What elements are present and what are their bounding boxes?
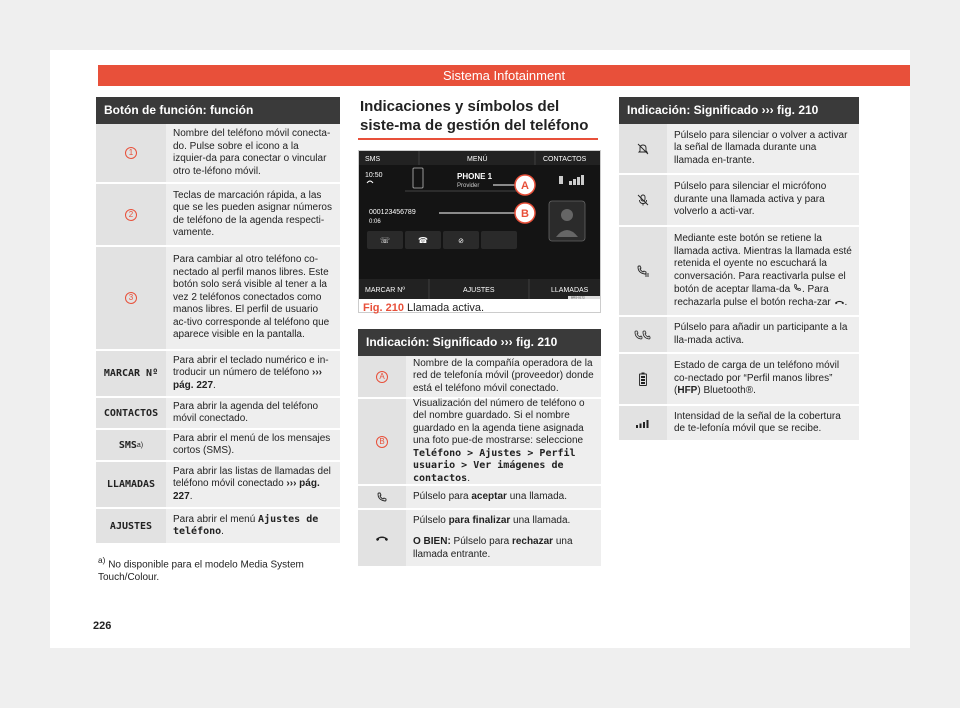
call-icon [793,283,802,297]
chapter-header: Sistema Infotainment [98,65,910,86]
section-title: Indicaciones y símbolos del siste-ma de gestión del teléfono [360,98,589,134]
figure-code: BRS-0172 [571,295,585,299]
table-row [96,462,340,509]
key-sms: SMS a) [96,430,166,460]
page-number: 226 [93,620,112,632]
icon-table-column [619,97,859,442]
row-description: Nombre de la compañía operadora de la red de telefonía móvil (proveedor) donde está el teléfono móvil conectado. [406,356,601,397]
table-row [358,356,601,399]
callout-3: 3 [125,292,137,304]
screen-llamadas-label: LLAMADAS [551,287,589,294]
screen-duration: 0:06 [369,219,381,225]
table-row [96,430,340,462]
title-underline [358,138,598,140]
row-description: Para abrir la agenda del teléfono móvil conectado. [166,398,340,428]
screen-marcar-label: MARCAR Nº [365,287,405,294]
table-row [619,406,859,442]
table-row [358,399,601,486]
svg-text:⊘: ⊘ [458,237,464,245]
row-description: Visualización del número de teléfono o del nombre guardado. Si el nombre guardado en la agenda tiene asignada una foto pue-de mostrarse: seleccione Teléfono > Ajustes > Perfil usuario > Ver imágenes de contactos. [406,399,601,484]
table-row [96,247,340,351]
callout-a: A [521,180,529,192]
table-row [96,184,340,247]
indication-table-heading: Indicación: Significado ››› fig. 210 [358,329,601,356]
footnote: $^{a)}$ No disponible para el modelo Media System Touch/Colour. [98,555,304,584]
battery-icon [639,372,647,386]
svg-text:☏: ☏ [379,236,391,245]
key-contactos: CONTACTOS [96,398,166,428]
row-description: Intensidad de la señal de la cobertura de te-lefonía móvil que se recibe. [667,406,859,440]
callout-b-key: B [376,436,388,448]
row-description: Para cambiar al otro teléfono co-nectado al perfil manos libres. Este botón solo será visible al tener a la vez 2 teléfonos conectados como manos libres. El perfil de usuario ac-tivo corresponde al teléfono que aparece visible en la pantalla. [166,247,340,349]
page-reference[interactable]: ››› pág. 227 [173,367,322,391]
table-row [619,227,859,317]
screen-illustration [359,151,600,299]
row-description: Estado de carga de un teléfono móvil co-nectado por “Perfil manos libres” (HFP) Bluetooth®. [667,354,859,404]
row-description: Teclas de marcación rápida, a las que se les pueden asignar números de teléfono de la agenda respecti-vamente. [166,184,340,245]
row-description: Para abrir el menú Ajustes de teléfono. [166,509,340,543]
add-participant-icon [634,329,652,341]
screen-provider: Provider [457,183,480,189]
table-row [619,124,859,175]
mic-off-icon [637,194,649,206]
screen-number: 000123456789 [369,209,416,216]
row-description: Mediante este botón se retiene la llamada activa. Mientras la llamada esté retenida el oyente no escuchará la conversación. Para reactivarla pulse el botón de aceptar llama-da . Para rechazarla pulse el botón recha-zar . [667,227,859,315]
screen-time: 10:50 [365,172,383,179]
section-column [358,97,601,568]
table-row [619,317,859,354]
row-description: Púlselo para añadir un participante a la lla-mada activa. [667,317,859,352]
row-description: Púlselo para silenciar el micrófono durante una llamada activa y para volverlo a acti-var. [667,175,859,225]
screen-phone-name: PHONE 1 [457,172,493,181]
infotainment-screen [359,151,600,299]
key-ajustes: AJUSTES [96,509,166,543]
row-description: Para abrir el teclado numérico e in-troducir un número de teléfono ››› pág. 227. [166,351,340,396]
hangup-icon [375,534,389,542]
table-row [96,351,340,398]
table-row [358,486,601,510]
table-row [358,510,601,568]
key-llamadas: LLAMADAS [96,462,166,507]
row-description: Nombre del teléfono móvil conecta-do. Pulse sobre el icono a la izquier-da para conectar o vincular otro te-léfono móvil. [166,124,340,182]
page-reference[interactable]: ››› pág. 227 [173,478,320,502]
icon-table-heading: Indicación: Significado ››› fig. 210 [619,97,859,124]
callout-2: 2 [125,209,137,221]
row-description: Para abrir las listas de llamadas del teléfono móvil conectado ››› pág. 227. [166,462,340,507]
row-description: Púlselo para silenciar o volver a activar la señal de llamada durante una llamada en-trante. [667,124,859,173]
call-icon [376,491,388,503]
call-hold-icon [636,264,650,278]
screen-ajustes-label: AJUSTES [463,287,495,294]
table-row [96,509,340,545]
screen-menu-label: MENÚ [467,156,488,163]
callout-b: B [521,208,529,220]
callout-a-key: A [376,371,388,383]
key-marcar: MARCAR Nº [96,351,166,396]
row-description: Para abrir el menú de los mensajes cortos (SMS). [166,430,340,460]
signal-icon [635,418,651,428]
table-row [96,124,340,184]
figure-active-call [358,150,601,313]
figure-caption: Fig. 210 Llamada activa. [363,302,485,314]
screen-contactos-label: CONTACTOS [543,156,587,163]
table-row [619,354,859,406]
row-description: Púlselo para aceptar una llamada. [406,486,601,508]
svg-text:☎: ☎ [418,236,428,245]
table-row [96,398,340,430]
manual-page [50,50,910,648]
hangup-icon [834,297,845,310]
row-description: Púlselo para finalizar una llamada. O BIEN: Púlselo para rechazar una llamada entrante. [406,510,601,566]
table-row [619,175,859,227]
callout-1: 1 [125,147,137,159]
indication-table [358,329,601,568]
screen-sms-label: SMS [365,156,381,163]
function-table-heading: Botón de función: función [96,97,340,124]
function-table-column [96,97,340,584]
bell-off-icon [637,143,649,155]
